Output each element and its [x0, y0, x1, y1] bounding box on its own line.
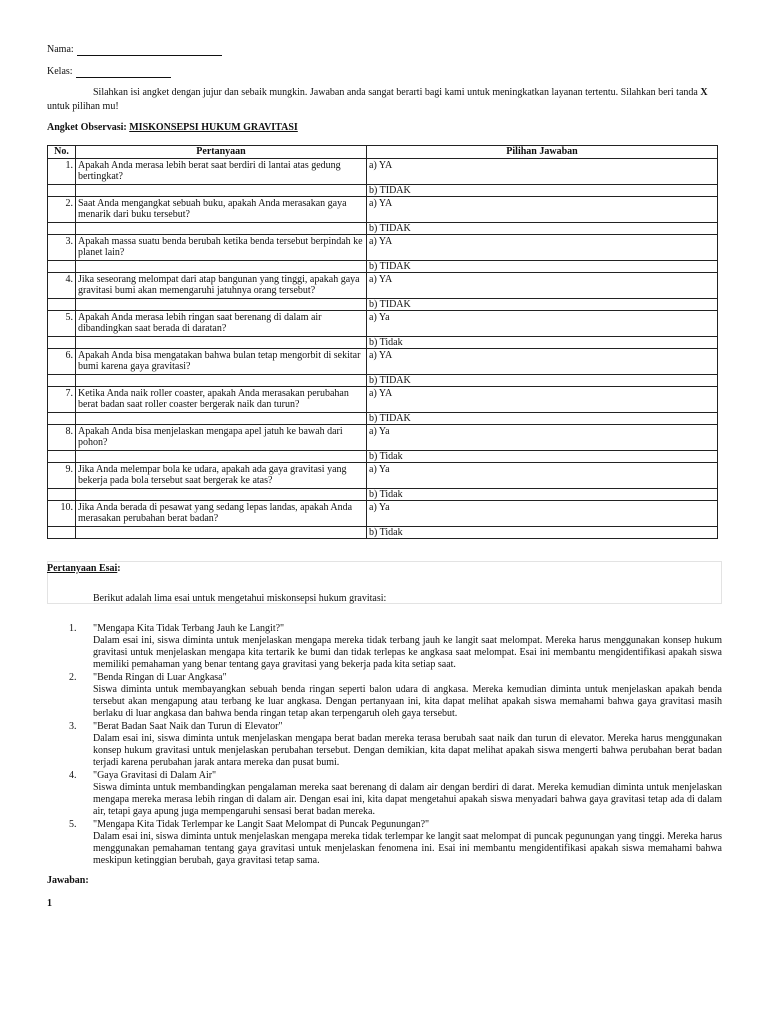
kelas-label: Kelas:	[47, 66, 73, 77]
empty-cell	[48, 261, 76, 273]
table-row	[48, 261, 718, 273]
option-b[interactable]: b) TIDAK	[367, 375, 718, 387]
empty-cell	[48, 451, 76, 463]
essay-description: Dalam esai ini, siswa diminta untuk menjelaskan mengapa mereka tidak terbang jauh ke langit saat melompat. Mereka harus menggunakan konsep hukum gravitasi untuk menjelaskan mengapa kita tertarik ke bumi dan tidak terlepas ke angkasa saat melompat. Esai ini membantu mengidentifikasi apakah siswa memiliki pemahaman yang benar tentang gaya gravitasi yang bekerja pada kita setiap saat.	[93, 635, 722, 670]
empty-cell	[48, 489, 76, 501]
question-text: Apakah Anda merasa lebih ringan saat berenang di dalam air dibandingkan saat berada di daratan?	[76, 311, 367, 337]
question-number: 5.	[48, 311, 76, 337]
table-row	[48, 451, 718, 463]
table-row	[48, 527, 718, 539]
table-row	[48, 337, 718, 349]
empty-cell	[76, 223, 367, 235]
esai-title: Pertanyaan Esai	[47, 563, 118, 574]
table-row	[48, 311, 718, 337]
kelas-field	[47, 66, 171, 78]
question-text: Apakah Anda bisa menjelaskan mengapa apel jatuh ke bawah dari pohon?	[76, 425, 367, 451]
question-number: 10.	[48, 501, 76, 527]
option-a[interactable]: a) Ya	[367, 311, 718, 337]
empty-cell	[76, 375, 367, 387]
essay-title: "Benda Ringan di Luar Angkasa"	[93, 672, 227, 683]
empty-cell	[76, 299, 367, 311]
option-b[interactable]: b) TIDAK	[367, 299, 718, 311]
kelas-blank-line[interactable]	[76, 68, 171, 78]
question-text: Jika seseorang melompat dari atap bangunan yang tinggi, apakah gaya gravitasi bumi akan memengaruhi jatuhnya orang tersebut?	[76, 273, 367, 299]
table-row	[48, 501, 718, 527]
question-text: Apakah Anda merasa lebih berat saat berdiri di lantai atas gedung bertingkat?	[76, 159, 367, 185]
essay-title: "Mengapa Kita Tidak Terbang Jauh ke Langit?"	[93, 623, 285, 634]
jawaban-label: Jawaban:	[47, 875, 89, 886]
essay-number: 5.	[69, 819, 77, 830]
essay-number: 1.	[69, 623, 77, 634]
angket-title: MISKONSEPSI HUKUM GRAVITASI	[129, 122, 298, 133]
question-text: Apakah massa suatu benda berubah ketika benda tersebut berpindah ke planet lain?	[76, 235, 367, 261]
intro-text-before: Silahkan isi angket dengan jujur dan sebaik mungkin. Jawaban anda sangat berarti bagi kami untuk meningkatkan layanan tertentu. Silahkan beri tanda	[93, 87, 701, 98]
question-number: 6.	[48, 349, 76, 375]
table-row	[48, 489, 718, 501]
list-item	[47, 770, 722, 818]
empty-cell	[76, 527, 367, 539]
empty-cell	[48, 299, 76, 311]
essay-number: 4.	[69, 770, 77, 781]
question-number: 2.	[48, 197, 76, 223]
essay-description: Dalam esai ini, siswa diminta untuk menjelaskan mengapa berat badan mereka terasa berubah saat naik dan turun di elevator. Mereka harus menggunakan konsep hukum gravitasi untuk menjelaskan perubahan tersebut. Dengan demikian, kita dapat melihat apakah siswa mengerti bahwa perubahan berat badan terjadi karena perubahan jarak antara mereka dan pusat bumi.	[93, 733, 722, 768]
table-row	[48, 273, 718, 299]
option-a[interactable]: a) YA	[367, 273, 718, 299]
option-a[interactable]: a) Ya	[367, 501, 718, 527]
option-b[interactable]: b) Tidak	[367, 337, 718, 349]
option-a[interactable]: a) YA	[367, 197, 718, 223]
essay-description: Siswa diminta untuk membayangkan sebuah benda ringan seperti balon udara di angkasa. Mereka kemudian diminta untuk menjelaskan apakah benda tersebut akan mengapung atau terbang ke luar angkasa. Dengan pertanyaan ini, kita dapat melihat apakah siswa memahami bahwa gaya gravitasi masih berlaku di luar angkasa dan bahwa benda ringan tetap akan terpengaruh oleh gaya tersebut.	[93, 684, 722, 719]
essay-list	[47, 623, 722, 868]
option-a[interactable]: a) YA	[367, 387, 718, 413]
essay-title: "Gaya Gravitasi di Dalam Air"	[93, 770, 217, 781]
empty-cell	[48, 413, 76, 425]
esai-colon: :	[117, 563, 121, 574]
option-b[interactable]: b) TIDAK	[367, 223, 718, 235]
option-a[interactable]: a) YA	[367, 349, 718, 375]
question-text: Apakah Anda bisa mengatakan bahwa bulan tetap mengorbit di sekitar bumi karena gaya gravitasi?	[76, 349, 367, 375]
angket-heading	[47, 122, 298, 134]
question-text: Ketika Anda naik roller coaster, apakah Anda merasakan perubahan berat badan saat roller coaster bergerak naik dan turun?	[76, 387, 367, 413]
table-header-row	[48, 146, 718, 159]
empty-cell	[48, 223, 76, 235]
question-text: Jika Anda melempar bola ke udara, apakah ada gaya gravitasi yang bekerja pada bola tersebut saat bergerak ke atas?	[76, 463, 367, 489]
esai-intro: Berikut adalah lima esai untuk mengetahui miskonsepsi hukum gravitasi:	[93, 593, 387, 604]
option-b[interactable]: b) Tidak	[367, 451, 718, 463]
list-item	[47, 672, 722, 720]
table-row	[48, 223, 718, 235]
list-item	[47, 819, 722, 867]
question-text: Saat Anda mengangkat sebuah buku, apakah Anda merasakan gaya menarik dari buku tersebut?	[76, 197, 367, 223]
list-item	[47, 721, 722, 769]
empty-cell	[76, 489, 367, 501]
table-row	[48, 197, 718, 223]
survey-table	[47, 145, 718, 539]
intro-paragraph	[47, 86, 720, 114]
empty-cell	[76, 185, 367, 197]
essay-description: Dalam esai ini, siswa diminta untuk menjelaskan mengapa mereka tidak terlempar ke langit saat melompat di puncak pegunungan yang tinggi. Mereka harus menggunakan pemahaman tentang gaya gravitasi untuk menjelaskan fenomena ini. Esai ini membantu mengidentifikasi apakah siswa memahami bahwa meskipun ketinggian berubah, gaya gravitasi tetap sama.	[93, 831, 722, 866]
nama-label: Nama:	[47, 44, 74, 55]
empty-cell	[76, 261, 367, 273]
table-row	[48, 159, 718, 185]
empty-cell	[76, 337, 367, 349]
question-number: 8.	[48, 425, 76, 451]
empty-cell	[48, 527, 76, 539]
table-row	[48, 375, 718, 387]
question-number: 1.	[48, 159, 76, 185]
intro-mark: X	[700, 87, 708, 98]
table-row	[48, 185, 718, 197]
header-no: No.	[48, 146, 76, 159]
header-pertanyaan: Pertanyaan	[76, 146, 367, 159]
question-number: 9.	[48, 463, 76, 489]
table-row	[48, 299, 718, 311]
empty-cell	[48, 337, 76, 349]
nama-field	[47, 44, 222, 56]
option-b[interactable]: b) TIDAK	[367, 261, 718, 273]
option-a[interactable]: a) YA	[367, 159, 718, 185]
option-a[interactable]: a) Ya	[367, 463, 718, 489]
essay-title: "Mengapa Kita Tidak Terlempar ke Langit Saat Melompat di Puncak Pegunungan?"	[93, 819, 430, 830]
question-text: Jika Anda berada di pesawat yang sedang lepas landas, apakah Anda merasakan perubahan berat badan?	[76, 501, 367, 527]
essay-description: Siswa diminta untuk membandingkan pengalaman mereka saat berenang di dalam air dengan berdiri di darat. Mereka kemudian diminta untuk menjelaskan mengapa mereka merasa lebih ringan di dalam air. Dengan esai ini, kita dapat mengetahui apakah siswa menyadari bahwa gaya gravitasi tetap ada di dalam air, tetapi gaya apung juga mempengaruhi sensasi berat badan mereka.	[93, 782, 722, 817]
empty-cell	[76, 413, 367, 425]
question-number: 7.	[48, 387, 76, 413]
survey-body	[48, 159, 718, 539]
option-b[interactable]: b) TIDAK	[367, 413, 718, 425]
empty-cell	[48, 185, 76, 197]
table-row	[48, 349, 718, 375]
list-item	[47, 623, 722, 671]
esai-heading	[47, 563, 121, 575]
option-b[interactable]: b) Tidak	[367, 489, 718, 501]
question-number: 3.	[48, 235, 76, 261]
header-pilihan-jawaban: Pilihan Jawaban	[367, 146, 718, 159]
essay-number: 2.	[69, 672, 77, 683]
table-row	[48, 387, 718, 413]
table-row	[48, 413, 718, 425]
question-number: 4.	[48, 273, 76, 299]
table-row	[48, 235, 718, 261]
empty-cell	[76, 451, 367, 463]
option-a[interactable]: a) YA	[367, 235, 718, 261]
angket-label: Angket Observasi:	[47, 122, 130, 133]
essay-title: "Berat Badan Saat Naik dan Turun di Elevator"	[93, 721, 283, 732]
essay-number: 3.	[69, 721, 77, 732]
intro-text-after: untuk pilihan mu!	[47, 101, 119, 112]
nama-blank-line[interactable]	[77, 46, 222, 56]
empty-cell	[48, 375, 76, 387]
option-a[interactable]: a) Ya	[367, 425, 718, 451]
table-row	[48, 425, 718, 451]
option-b[interactable]: b) TIDAK	[367, 185, 718, 197]
option-b[interactable]: b) Tidak	[367, 527, 718, 539]
answer-number: 1	[47, 898, 52, 909]
table-row	[48, 463, 718, 489]
